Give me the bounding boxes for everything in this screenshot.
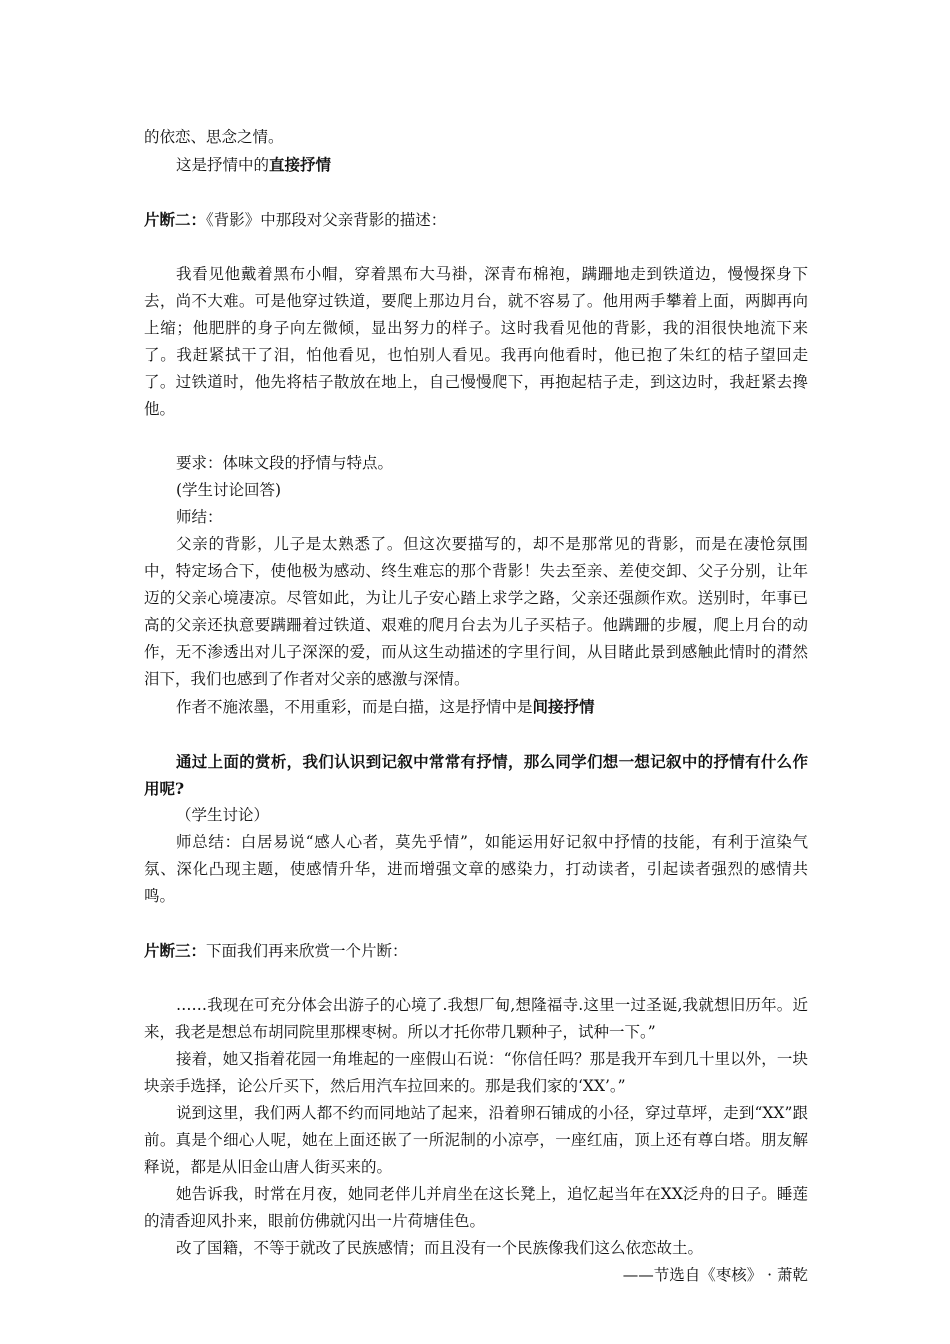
teacher-conclusion-label: 师结： [176,508,223,526]
intro-conclusion [144,151,808,179]
fragment3-title: 下面我们再来欣赏一个片断： [206,942,408,960]
question-discussion: （学生讨论） [176,806,270,824]
direct-lyric-term: 直接抒情 [269,155,332,174]
indirect-lyric-term: 间接抒情 [532,697,595,716]
fragment2-requirement: 要求：体味文段的抒情与特点。 [176,454,394,472]
fragment3-paragraph: 改了国籍，不等于就改了民族感情；而且没有一个民族像我们这么依恋故土。 [176,1239,704,1257]
fragment2-excerpt: 我看见他戴着黑布小帽，穿着黑布大马褂，深青布棉袍，蹒跚地走到铁道边，慢慢探身下去，尚不大难。可是他穿过铁道，要爬上那边月台，就不容易了。他用两手攀着上面，两脚再向上缩；他肥胖的身子向左微倾，显出努力的样子。这时我看见他的背影，我的泪很快地流下来了。我赶紧拭干了泪，怕他看见，也怕别人看见。我再向他看时，他已抱了朱红的桔子望回走了。过铁道时，他先将桔子散放在地上，自己慢慢爬下，再抱起桔子走，到这边时，我赶紧去搀他。 [144,265,808,418]
fragment3-paragraph: 说到这里，我们两人都不约而同地站了起来，沿着卵石铺成的小径，穿过草坪，走到“XX”跟前。真是个细心人呢，她在上面还嵌了一所泥制的小凉亭，一座红庙，顶上还有尊白塔。朋友解释说，都是从旧金山唐人街买来的。 [144,1104,808,1176]
spacer [144,423,808,450]
teacher-summary: 师总结：白居易说“感人心者，莫先乎情”，如能运用好记叙中抒情的技能，有利于渲染气氛、深化凸现主题，使感情升华，进而增强文章的感染力，打动读者，引起读者强烈的感情共鸣。 [144,833,808,905]
fragment3-paragraph: 接着，她又指着花园一角堆起的一座假山石说：“你信任吗？那是我开车到几十里以外，一块块亲手选择，论公斤买下，然后用汽车拉回来的。那是我们家的‘XX’。” [144,1050,808,1095]
fragment3-paragraph: 她告诉我，时常在月夜，她同老伴儿并肩坐在这长凳上，追忆起当年在XX泛舟的日子。睡莲的清香迎风扑来，眼前仿佛就闪出一片荷塘佳色。 [144,1185,808,1230]
spacer [144,179,808,206]
document-page [144,124,808,1289]
fragment2-heading [144,206,808,234]
spacer [144,910,808,937]
teacher-conclusion-text: 父亲的背影，儿子是太熟悉了。但这次要描写的，却不是那常见的背影，而是在凄怆氛围中，特定场合下，使他极为感动、终生难忘的那个背影！失去至亲、差使交卸、父子分别，让年迈的父亲心境凄凉。尽管如此，为让儿子安心踏上求学之路，父亲还强颜作欢。送别时，年事已高的父亲还执意要蹒跚着过铁道、艰难的爬月台去为儿子买桔子。他蹒跚的步履，爬上月台的动作，无不渗透出对儿子深深的爱，而从这生动描述的字里行间，从目睹此景到感触此情时的潸然泪下，我们也感到了作者对父亲的感激与深情。 [144,535,808,688]
fragment2-summary [144,693,808,721]
fragment2-label: 片断二： [144,210,207,229]
fragment2-discussion: (学生讨论回答) [176,481,282,499]
intro-conclusion-text: 这是抒情中的 [176,156,270,174]
fragment3-label: 片断三： [144,941,207,960]
spacer [144,721,808,748]
fragment2-summary-text: 作者不施浓墨，不用重彩，而是白描，这是抒情中是 [176,698,533,716]
spacer [144,965,808,992]
fragment3-heading [144,937,808,965]
source-citation: ——节选自《枣核》 · 萧乾 [622,1266,808,1284]
fragment3-paragraph: ……我现在可充分体会出游子的心境了.我想厂甸,想隆福寺.这里一过圣诞,我就想旧历年。近来，我老是想总布胡同院里那棵枣树。所以才托你带几颗种子，试种一下。” [144,996,808,1041]
intro-line: 的依恋、思念之情。 [144,128,284,146]
spacer [144,234,808,261]
fragment2-title: 《背影》中那段对父亲背影的描述： [206,211,447,229]
question-text: 通过上面的赏析，我们认识到记叙中常常有抒情，那么同学们想一想记叙中的抒情有什么作用呢? [144,752,808,798]
